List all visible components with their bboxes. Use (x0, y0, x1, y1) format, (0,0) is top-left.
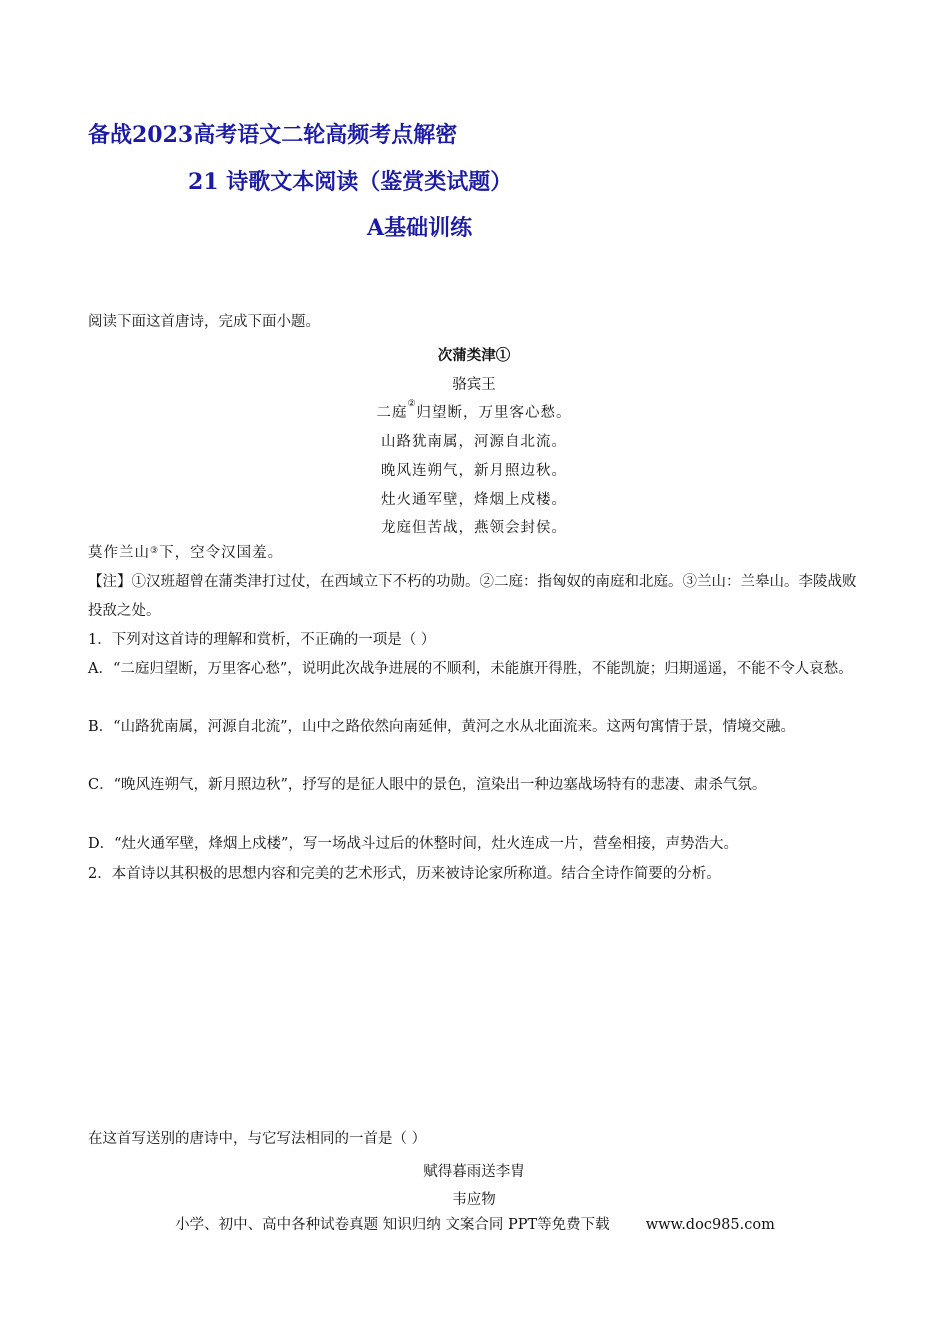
poem-line-5: 龙庭但苦战，燕领会封侯。 (381, 520, 567, 536)
poem-line-4: 灶火通军壁，烽烟上戍楼。 (381, 492, 567, 508)
poem-author: 骆宾王 (452, 377, 496, 393)
poem-line-6-pre: 莫作兰山 (88, 545, 150, 561)
poem-line-1 (88, 401, 860, 422)
question-1-option-c: C．“晚风连朔气，新月照边秋”，抒写的是征人眼中的景色，渲染出一种边塞战场特有的悲凄、肃杀气氛。 (88, 777, 767, 793)
subsection-title: A基础训练 (367, 215, 473, 241)
footnote-mark-3: ③ (150, 546, 160, 556)
page-footer (0, 1213, 950, 1234)
poem-line-6-post: 下，空令汉国羞。 (159, 545, 284, 561)
footnote-mark-2: ② (407, 399, 417, 409)
question-1-option-d: D．“灶火通军壁，烽烟上戍楼”，写一场战斗过后的休整时间，灶火连成一片，营垒相接，声势浩大。 (88, 836, 738, 852)
footer-url[interactable]: www.doc985.com (645, 1217, 775, 1233)
poem-line-1-pre: 二庭 (376, 405, 408, 421)
document-title: 备战2023高考语文二轮高频考点解密 (88, 122, 458, 148)
section-title: 21 诗歌文本阅读（鉴赏类试题） (188, 169, 513, 195)
poem-line-3: 晚风连朔气，新月照边秋。 (381, 463, 567, 479)
poem-line-2: 山路犹南属，河源自北流。 (381, 434, 567, 450)
question-2-stem: 2．本首诗以其积极的思想内容和完美的艺术形式，历来被诗论家所称道。结合全诗作简要的分析。 (88, 866, 721, 882)
next-poem-author: 韦应物 (452, 1192, 496, 1208)
question-1-option-b: B．“山路犹南属，河源自北流”，山中之路依然向南延伸，黄河之水从北面流来。这两句寓情于景，情境交融。 (88, 719, 795, 735)
poem-line-6 (88, 539, 860, 568)
next-poem-title: 赋得暮雨送李胄 (423, 1164, 525, 1180)
next-question-stem: 在这首写送别的唐诗中，与它写法相同的一首是（ ） (88, 1131, 427, 1147)
footer-text: 小学、初中、高中各种试卷真题 知识归纳 文案合同 PPT等免费下载 (175, 1217, 610, 1233)
poem-note: 【注】①汉班超曾在蒲类津打过仗，在西域立下不朽的功勋。②二庭：指匈奴的南庭和北庭。③兰山：兰皋山。李陵战败投敌之处。 (88, 574, 857, 619)
question-1-stem: 1．下列对这首诗的理解和赏析，不正确的一项是（ ） (88, 632, 436, 648)
question-1-option-a: A．“二庭归望断，万里客心愁”，说明此次战争进展的不顺利，未能旗开得胜，不能凯旋；归期遥遥，不能不令人哀愁。 (88, 661, 853, 677)
poem-line-1-post: 归望断，万里客心愁。 (416, 405, 572, 421)
instruction-text: 阅读下面这首唐诗，完成下面小题。 (88, 314, 320, 330)
poem-title: 次蒲类津① (437, 347, 511, 364)
